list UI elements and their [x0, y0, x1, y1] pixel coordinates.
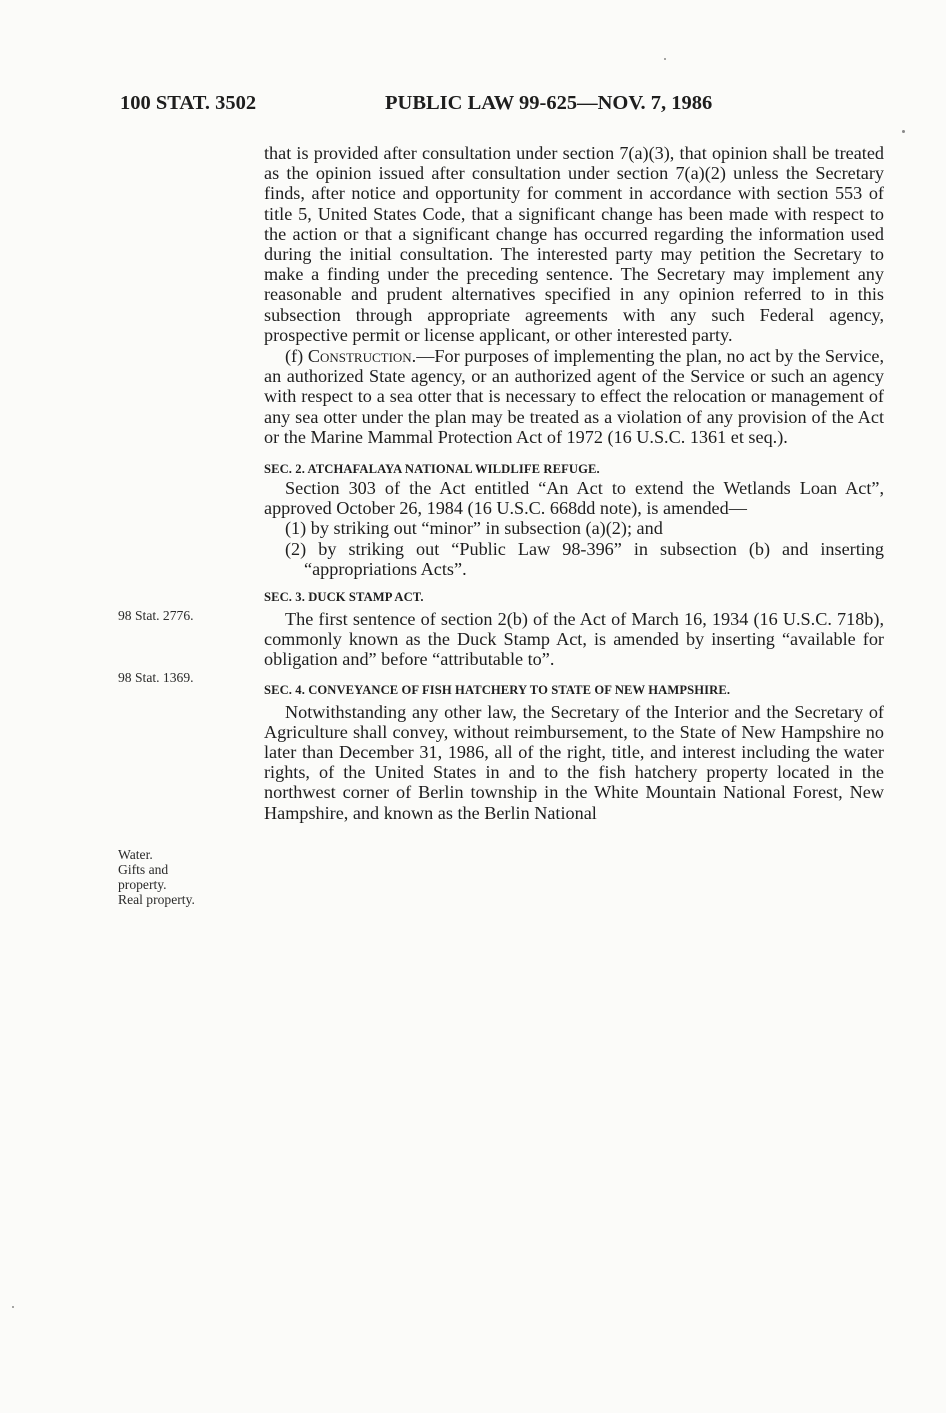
subsection-f-text: —For purposes of implementing the plan, no act by the Service, an authorized State agency, or an authorized agent of the Service or such an agency with respect to a sea otter that is necessary to effect the relocation or management of any sea otter under the plan may be treated as a violation of any provision of the Act or the Marine Mammal Protection Act of 1972 (16 U.S.C. 1361 et seq.). [264, 346, 884, 447]
margin-note-property: property. [118, 877, 167, 892]
subsection-f [264, 346, 884, 447]
margin-note-98-stat-2776: 98 Stat. 2776. [118, 608, 194, 623]
scan-speck [664, 58, 666, 60]
scan-speck [902, 130, 905, 133]
section-3-text: The first sentence of section 2(b) of the Act of March 16, 1934 (16 U.S.C. 718b), commonly known as the Duck Stamp Act, is amended by inserting “available for obligation and” before “attributable to”. [264, 609, 884, 670]
section-3-heading: SEC. 3. DUCK STAMP ACT. [264, 590, 424, 605]
section-2-text: Section 303 of the Act entitled “An Act to extend the Wetlands Loan Act”, approved October 26, 1984 (16 U.S.C. 668dd note), is amended— [264, 478, 884, 519]
section-4-heading: SEC. 4. CONVEYANCE OF FISH HATCHERY TO STATE OF NEW HAMPSHIRE. [264, 682, 731, 697]
subsection-f-label: (f) [285, 346, 308, 367]
running-header [120, 92, 760, 122]
section-2-item-1: (1) by striking out “minor” in subsection (a)(2); and [285, 518, 663, 539]
margin-note-real-property: Real property. [118, 892, 195, 907]
scan-speck [12, 1306, 14, 1308]
page-stat-reference: 100 STAT. 3502 [120, 92, 257, 114]
margin-note-98-stat-1369: 98 Stat. 1369. [118, 670, 194, 685]
law-title: PUBLIC LAW 99-625—NOV. 7, 1986 [385, 92, 713, 114]
section-2-heading: SEC. 2. ATCHAFALAYA NATIONAL WILDLIFE REFUGE. [264, 462, 600, 477]
margin-note-gifts-and: Gifts and [118, 862, 169, 877]
margin-note-subjects [118, 847, 195, 907]
continued-paragraph: that is provided after consultation under section 7(a)(3), that opinion shall be treated as the opinion issued after consultation under section 7(a)(2) unless the Secretary finds, after notice and opportunity for comment in accordance with section 553 of title 5, United States Code, that a significant change has been made with respect to the action or that a significant change has occurred regarding the information used during the initial consultation. The interested party may petition the Secretary to make a finding under the preceding sentence. The Secretary may implement any reasonable and prudent alternatives specified in any opinion referred to in this subsection through appropriate agreements with any such Federal agency, prospective permit or license applicant, or other interested party. [264, 143, 884, 345]
section-2-item-2: (2) by striking out “Public Law 98-396” in subsection (b) and inserting “appropriations Acts”. [285, 538, 884, 579]
body-text [264, 143, 884, 823]
subsection-f-heading: Construction. [307, 346, 417, 367]
margin-note-water: Water. [118, 847, 153, 862]
section-4-text: Notwithstanding any other law, the Secretary of the Interior and the Secretary of Agriculture shall convey, without reimbursement, to the State of New Hampshire no later than December 31, 1986, all of the right, title, and interest including the water rights, of the United States in and to the fish hatchery property located in the northwest corner of Berlin township in the White Mountain National Forest, New Hampshire, and known as the Berlin National [264, 701, 884, 823]
